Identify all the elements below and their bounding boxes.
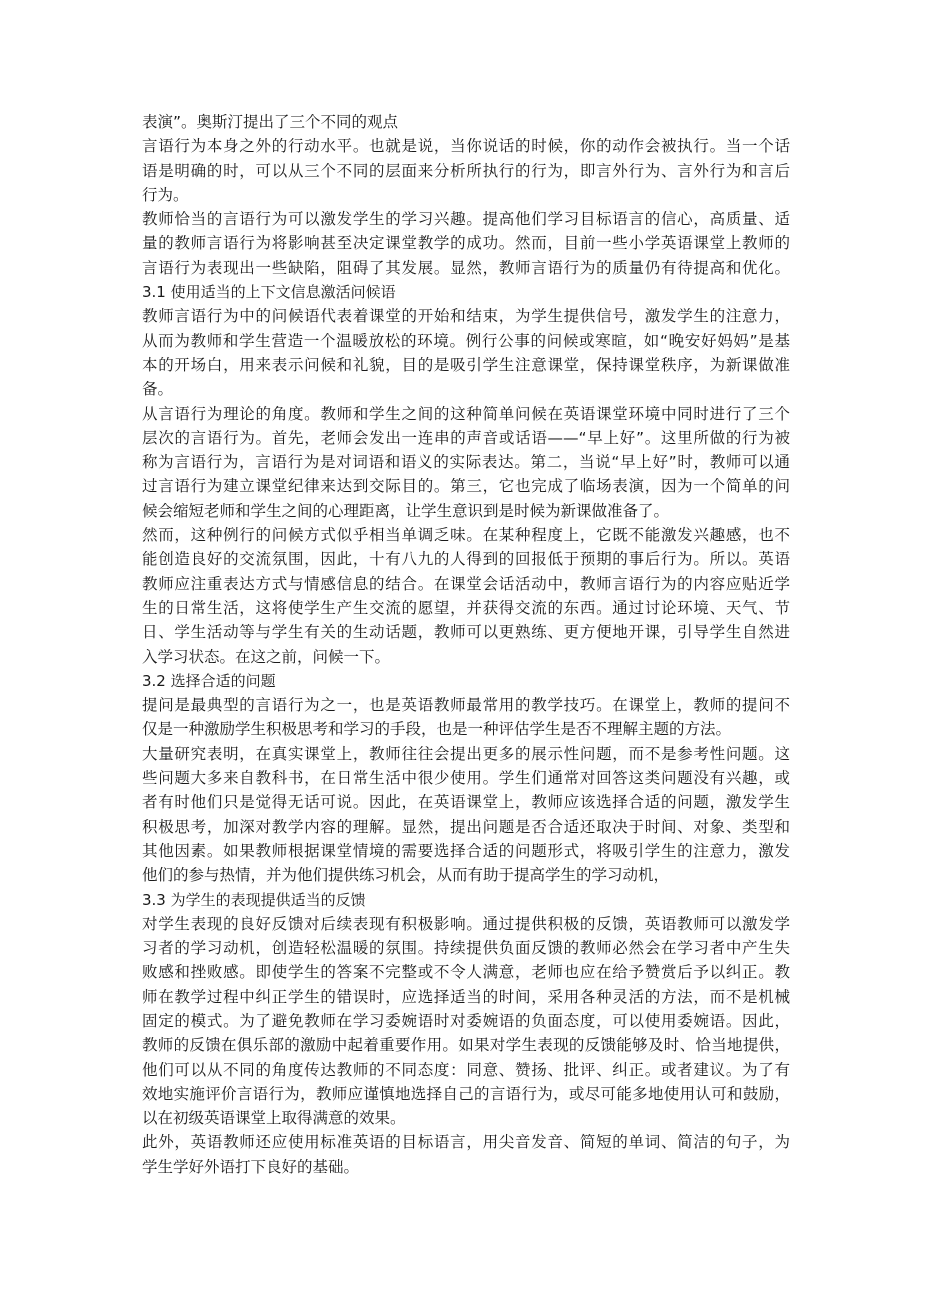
section-heading: 3.3 为学生的表现提供适当的反馈 <box>142 890 366 909</box>
text-line: 行为。 <box>142 185 189 204</box>
text-line: 教师的反馈在俱乐部的激励中起着重要作用。如果对学生表现的反馈能够及时、恰当地提供， <box>142 1036 790 1055</box>
text-line: 从而为教师和学生营造一个温暖放松的环境。例行公事的问候或寒暄，如“晚安好妈妈”是基 <box>142 331 790 350</box>
text-line: 其他因素。如果教师根据课堂情境的需要选择合适的问题形式，将吸引学生的注意力，激发 <box>142 841 790 860</box>
text-line: 言语行为表现出一些缺陷，阻碍了其发展。显然，教师言语行为的质量仍有待提高和优化。 <box>142 258 790 277</box>
text-line: 备。 <box>142 380 174 399</box>
text-line: 对学生表现的良好反馈对后续表现有积极影响。通过提供积极的反馈，英语教师可以激发学 <box>142 914 790 933</box>
text-line: 教师应注重表达方式与情感信息的结合。在课堂会话活动中，教师言语行为的内容应贴近学 <box>142 574 790 593</box>
text-line: 仅是一种激励学生积极思考和学习的手段，也是一种评估学生是否不理解主题的方法。 <box>142 720 732 739</box>
text-line: 败感和挫败感。即使学生的答案不完整或不令人满意，老师也应在给予赞赏后予以纠正。教 <box>142 963 790 982</box>
text-line: 者有时他们只是觉得无话可说。因此，在英语课堂上，教师应该选择合适的问题，激发学生 <box>142 793 790 812</box>
text-line: 从言语行为理论的角度。教师和学生之间的这种简单问候在英语课堂环境中同时进行了三个 <box>142 404 790 423</box>
text-line: 效地实施评价言语行为，教师应谨慎地选择自己的言语行为，或尽可能多地使用认可和鼓励， <box>142 1084 790 1103</box>
text-line: 学生学好外语打下良好的基础。 <box>142 1157 360 1176</box>
document-page <box>142 110 790 1179</box>
text-line: 他们可以从不同的角度传达教师的不同态度：同意、赞扬、批评、纠正。或者建议。为了有 <box>142 1060 790 1079</box>
text-line: 表演”。奥斯汀提出了三个不同的观点 <box>142 113 399 131</box>
text-line: 称为言语行为，言语行为是对词语和语义的实际表达。第二，当说“早上好”时，教师可以通 <box>142 453 790 472</box>
text-line: 习者的学习动机，创造轻松温暖的氛围。持续提供负面反馈的教师必然会在学习者中产生失 <box>142 939 790 958</box>
text-line: 师在教学过程中纠正学生的错误时，应选择适当的时间，采用各种灵活的方法，而不是机械 <box>142 987 790 1006</box>
text-line: 固定的模式。为了避免教师在学习委婉语时对委婉语的负面态度，可以使用委婉语。因此， <box>142 1011 790 1030</box>
text-line: 过言语行为建立课堂纪律来达到交际目的。第三，它也完成了临场表演，因为一个简单的问 <box>142 477 790 496</box>
text-line: 量的教师言语行为将影响甚至决定课堂教学的成功。然而，目前一些小学英语课堂上教师的 <box>142 234 790 253</box>
text-line: 日、学生活动等与学生有关的生动话题，教师可以更熟练、更方便地开课，引导学生自然进 <box>142 623 790 642</box>
text-line: 言语行为本身之外的行动水平。也就是说，当你说话的时候，你的动作会被执行。当一个话 <box>142 137 790 156</box>
text-line: 然而，这种例行的问候方式似乎相当单调乏味。在某种程度上，它既不能激发兴趣感，也不 <box>142 526 790 545</box>
text-line: 以在初级英语课堂上取得满意的效果。 <box>142 1109 406 1128</box>
text-line: 积极思考，加深对教学内容的理解。显然，提出问题是否合适还取决于时间、对象、类型和 <box>142 817 790 836</box>
text-line: 大量研究表明，在真实课堂上，教师往往会提出更多的展示性问题，而不是参考性问题。这 <box>142 744 790 763</box>
text-line: 教师恰当的言语行为可以激发学生的学习兴趣。提高他们学习目标语言的信心，高质量、适 <box>142 210 790 229</box>
text-line: 候会缩短老师和学生之间的心理距离，让学生意识到是时候为新课做准备了。 <box>142 501 670 520</box>
text-line: 能创造良好的交流氛围，因此，十有八九的人得到的回报低于预期的事后行为。所以。英语 <box>142 550 790 569</box>
text-line: 此外，英语教师还应使用标准英语的目标语言，用尖音发音、简短的单词、简洁的句子，为 <box>142 1133 790 1152</box>
text-line: 语是明确的时，可以从三个不同的层面来分析所执行的行为，即言外行为、言外行为和言后 <box>142 161 790 180</box>
section-heading: 3.1 使用适当的上下文信息激活问候语 <box>142 283 396 302</box>
text-line: 生的日常生活，这将使学生产生交流的愿望，并获得交流的东西。通过讨论环境、天气、节 <box>142 598 790 617</box>
text-line: 些问题大多来自教科书，在日常生活中很少使用。学生们通常对回答这类问题没有兴趣，或 <box>142 769 790 788</box>
text-line: 教师言语行为中的问候语代表着课堂的开始和结束，为学生提供信号，激发学生的注意力， <box>142 307 790 326</box>
text-line: 入学习状态。在这之前，问候一下。 <box>142 647 391 666</box>
section-heading: 3.2 选择合适的问题 <box>142 671 276 690</box>
text-line: 提问是最典型的言语行为之一，也是英语教师最常用的教学技巧。在课堂上，教师的提问不 <box>142 696 790 715</box>
text-line: 层次的言语行为。首先，老师会发出一连串的声音或话语——“早上好”。这里所做的行为被 <box>142 428 790 447</box>
text-line: 他们的参与热情，并为他们提供练习机会，从而有助于提高学生的学习动机， <box>142 866 670 885</box>
text-line: 本的开场白，用来表示问候和礼貌，目的是吸引学生注意课堂，保持课堂秩序，为新课做准 <box>142 355 790 374</box>
